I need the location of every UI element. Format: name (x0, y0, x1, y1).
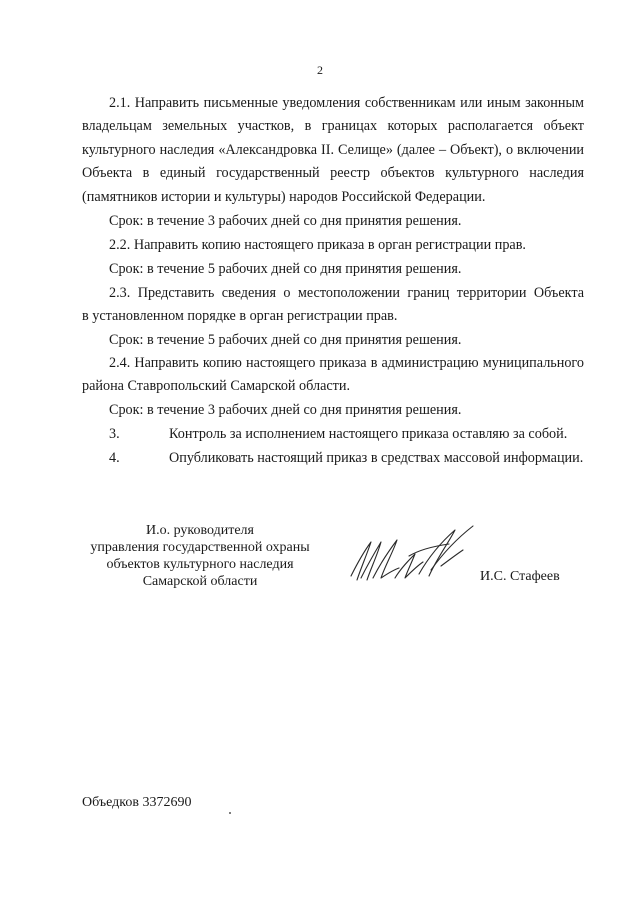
term-3: Срок: в течение 5 рабочих дней со дня принятия решения. (109, 332, 462, 348)
paragraph-4 (82, 447, 611, 470)
paragraph-3-number: 3. (109, 426, 120, 442)
text-line: 2.3. Представить сведения о местоположении границ территории Объекта (109, 285, 584, 301)
text-line: в установленном порядке в орган регистрации прав. (82, 308, 398, 325)
paragraph-2-2: 2.2. Направить копию настоящего приказа в орган регистрации прав. (109, 237, 526, 253)
paragraph-2-4 (82, 352, 584, 399)
text-line: 2.1. Направить письменные уведомления собственникам или иным законным (109, 95, 584, 111)
paragraph-4-number: 4. (109, 450, 120, 466)
term-1: Срок: в течение 3 рабочих дней со дня принятия решения. (109, 213, 462, 229)
paragraph-4-text: Опубликовать настоящий приказ в средствах массовой информации. (169, 450, 584, 466)
paragraph-2-1 (82, 92, 584, 209)
term-4: Срок: в течение 3 рабочих дней со дня принятия решения. (109, 402, 462, 418)
text-line: 2.4. Направить копию настоящего приказа в администрацию муниципального (109, 355, 584, 371)
term-2: Срок: в течение 5 рабочих дней со дня принятия решения. (109, 261, 462, 277)
signatory-position (70, 522, 330, 590)
page-number: 2 (317, 63, 323, 77)
paragraph-3-text: Контроль за исполнением настоящего приказа оставляю за собой. (169, 426, 568, 442)
position-line: управления государственной охраны (90, 540, 310, 555)
text-line: Объекта в единый государственный реестр объектов культурного наследия (82, 165, 584, 182)
position-line: Самарской области (142, 574, 258, 589)
paragraph-2-3 (82, 282, 584, 329)
text-line: культурного наследия «Александровка II. Селище» (далее – Объект), о включении (82, 141, 584, 158)
paragraph-3 (82, 423, 611, 446)
position-line: И.о. руководителя (145, 523, 254, 538)
text-line: (памятников истории и культуры) народов Российской Федерации. (82, 188, 486, 205)
signer-name: И.С. Стафеев (480, 569, 560, 584)
scan-speck (229, 812, 231, 814)
text-line: владельцам земельных участков, в границах которых располагается объект (82, 118, 584, 135)
handwritten-signature (345, 520, 485, 600)
position-line: объектов культурного наследия (106, 557, 294, 572)
text-line: района Ставропольский Самарской области. (82, 378, 351, 395)
executor-info: Объедков 3372690 (82, 795, 192, 810)
